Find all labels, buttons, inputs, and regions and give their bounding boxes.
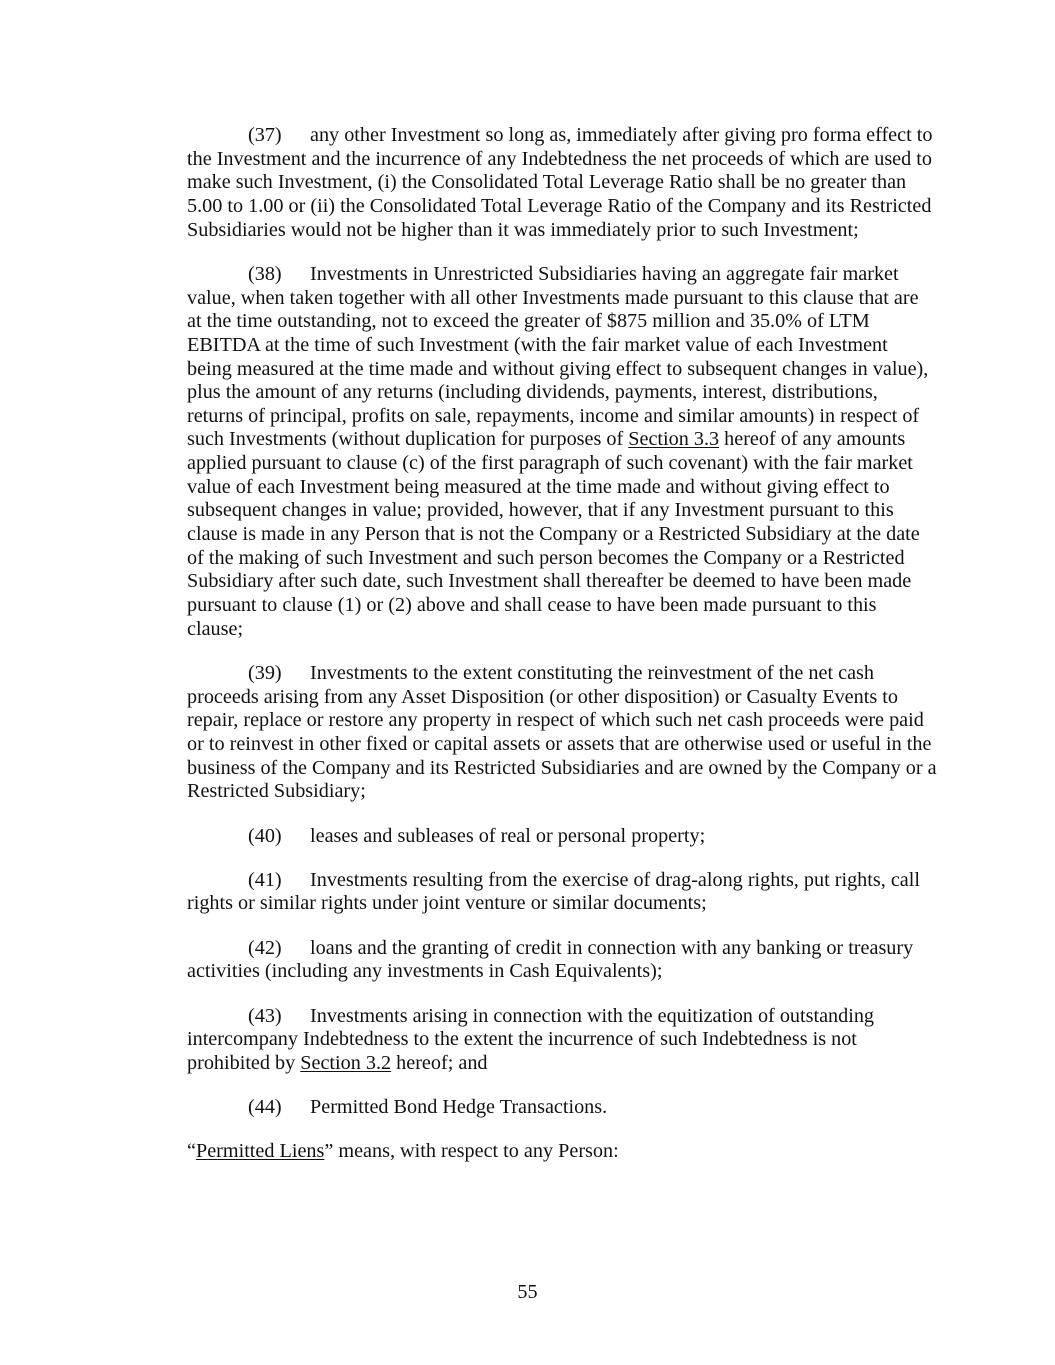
clause-38 <box>187 263 937 642</box>
clause-text-continued: hereof; and <box>396 1051 488 1074</box>
close-quote: ” <box>324 1140 334 1163</box>
clause-text: loans and the granting of credit in connection with any banking or treasury activities (including any investments in Cash Equivalents); <box>187 936 914 983</box>
clause-43 <box>187 1005 937 1076</box>
clause-text: Investments arising in connection with the equitization of outstanding intercompany Indebtedness to the extent the incurrence of such Indebtedness is not prohibited by <box>187 1004 875 1074</box>
clause-number: (41) <box>248 868 282 891</box>
clause-text: any other Investment so long as, immediately after giving pro forma effect to the Investment and the incurrence of any Indebtedness the net proceeds of which are used to make such Investment, (i) the Consolidated Total Leverage Ratio shall be no greater than 5.00 to 1.00 or (ii) the Consolidated Total Leverage Ratio of the Company and its Restricted Subsidiaries would not be higher than it was immediately prior to such Investment; <box>187 124 933 241</box>
definition-permitted-liens <box>187 1140 937 1164</box>
clause-text: Permitted Bond Hedge Transactions. <box>310 1096 608 1119</box>
clause-41 <box>187 869 937 916</box>
clause-42 <box>187 937 937 984</box>
clause-37 <box>187 124 937 242</box>
clause-text: Investments in Unrestricted Subsidiaries having an aggregate fair market value, when taken together with all other Investments made pursuant to this clause that are at the time outstanding, not to exceed the greater of $875 million and 35.0% of LTM EBITDA at the time of such Investment (with the fair market value of each Investment being measured at the time made and without giving effect to subsequent changes in value), plus the amount of any returns (including dividends, payments, interest, distributions, returns of principal, profits on sale, repayments, income and similar amounts) in respect of such Investments (without duplication for purposes of <box>187 262 929 451</box>
clause-40 <box>187 825 937 849</box>
clause-number: (38) <box>248 262 282 285</box>
clause-39 <box>187 662 937 804</box>
clause-number: (39) <box>248 661 282 684</box>
clause-number: (37) <box>248 124 282 146</box>
page-number: 55 <box>517 1281 538 1303</box>
clause-44 <box>187 1096 937 1120</box>
defined-term: Permitted Liens <box>195 1140 325 1163</box>
section-reference-link: Section 3.3 <box>628 428 720 451</box>
clause-number: (44) <box>248 1096 282 1119</box>
clause-number: (40) <box>248 824 282 847</box>
document-body <box>187 124 937 1164</box>
clause-number: (42) <box>248 936 282 959</box>
clause-text: Investments resulting from the exercise of drag-along rights, put rights, call rights or similar rights under joint venture or similar documents; <box>187 868 920 915</box>
clause-number: (43) <box>248 1004 282 1027</box>
clause-text: leases and subleases of real or personal property; <box>310 824 706 847</box>
definition-text: means, with respect to any Person: <box>338 1140 619 1163</box>
section-reference-link: Section 3.2 <box>300 1051 392 1074</box>
clause-text-continued: hereof of any amounts applied pursuant to clause (c) of the first paragraph of such covenant) with the fair market value of each Investment being measured at the time made and without giving effect to subsequent changes in value; provided, however, that if any Investment pursuant to this clause is made in any Person that is not the Company or a Restricted Subsidiary at the date of the making of such Investment and such person becomes the Company or a Restricted Subsidiary after such date, such Investment shall thereafter be deemed to have been made pursuant to clause (1) or (2) above and shall cease to have been made pursuant to this clause; <box>187 428 920 640</box>
clause-text: Investments to the extent constituting the reinvestment of the net cash proceeds arising from any Asset Disposition (or other disposition) or Casualty Events to repair, replace or restore any property in respect of which such net cash proceeds were paid or to reinvest in other fixed or capital assets or assets that are otherwise used or useful in the business of the Company and its Restricted Subsidiaries and are owned by the Company or a Restricted Subsidiary; <box>187 661 937 803</box>
open-quote: “ <box>187 1140 196 1163</box>
